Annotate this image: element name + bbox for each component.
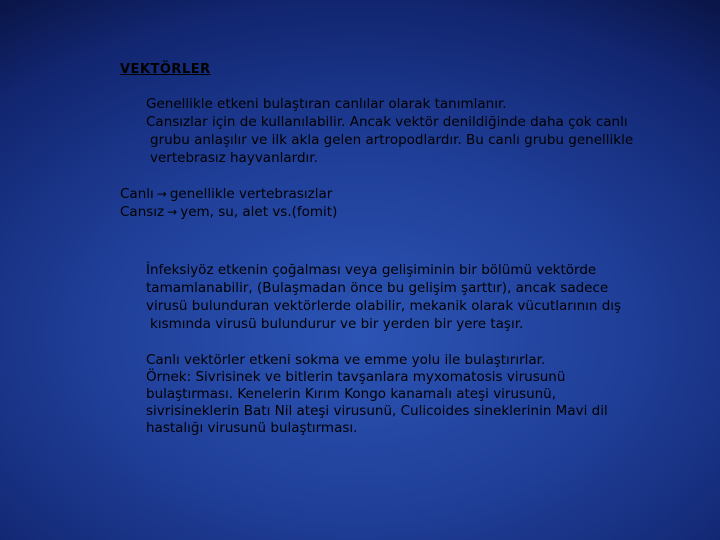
infection-line: kısmında virusü bulundurur ve bir yerden bir yere taşır. bbox=[150, 316, 524, 332]
vector-types bbox=[120, 185, 337, 221]
example-line: hastalığı virusunü bulaştırması. bbox=[146, 420, 358, 436]
definition-paragraph bbox=[146, 95, 633, 167]
type-label: Canlı bbox=[120, 186, 154, 202]
vector-type-nonliving bbox=[120, 203, 337, 221]
definition-line: Cansızlar için de kullanılabilir. Ancak vektör denildiğinde daha çok canlı bbox=[146, 114, 628, 130]
arrow-right-icon: → bbox=[156, 187, 167, 201]
example-line: sivrisineklerin Batı Nil ateşi virusunü, Culicoides sineklerinin Mavi dil bbox=[146, 403, 608, 419]
type-value: genellikle vertebrasızlar bbox=[169, 186, 333, 202]
examples-paragraph bbox=[146, 352, 608, 437]
example-line: Canlı vektörler etkeni sokma ve emme yolu ile bulaştırırlar. bbox=[146, 352, 546, 368]
arrow-right-icon: → bbox=[167, 205, 178, 219]
infection-line: tamamlanabilir, (Bulaşmadan önce bu gelişim şarttır), ancak sadece bbox=[146, 280, 609, 296]
infection-line: virusü bulunduran vektörlerde olabilir, mekanik olarak vücutlarının dış bbox=[146, 298, 622, 314]
type-label: Cansız bbox=[120, 204, 165, 220]
slide-title: VEKTÖRLER bbox=[120, 62, 211, 77]
definition-line: grubu anlaşılır ve ilk akla gelen artropodlardır. Bu canlı grubu genellikle bbox=[150, 132, 634, 148]
vector-type-living bbox=[120, 185, 337, 203]
example-line: Örnek: Sivrisinek ve bitlerin tavşanlara myxomatosis virusunü bbox=[146, 369, 566, 385]
definition-line: Genellikle etkeni bulaştıran canlılar olarak tanımlanır. bbox=[146, 96, 507, 112]
definition-line: vertebrasız hayvanlardır. bbox=[150, 150, 318, 166]
infection-paragraph bbox=[146, 261, 621, 333]
example-line: bulaştırması. Kenelerin Kırım Kongo kanamalı ateşi virusunü, bbox=[146, 386, 557, 402]
infection-line: İnfeksiyöz etkenin çoğalması veya gelişiminin bir bölümü vektörde bbox=[146, 262, 597, 278]
type-value: yem, su, alet vs.(fomit) bbox=[180, 204, 338, 220]
